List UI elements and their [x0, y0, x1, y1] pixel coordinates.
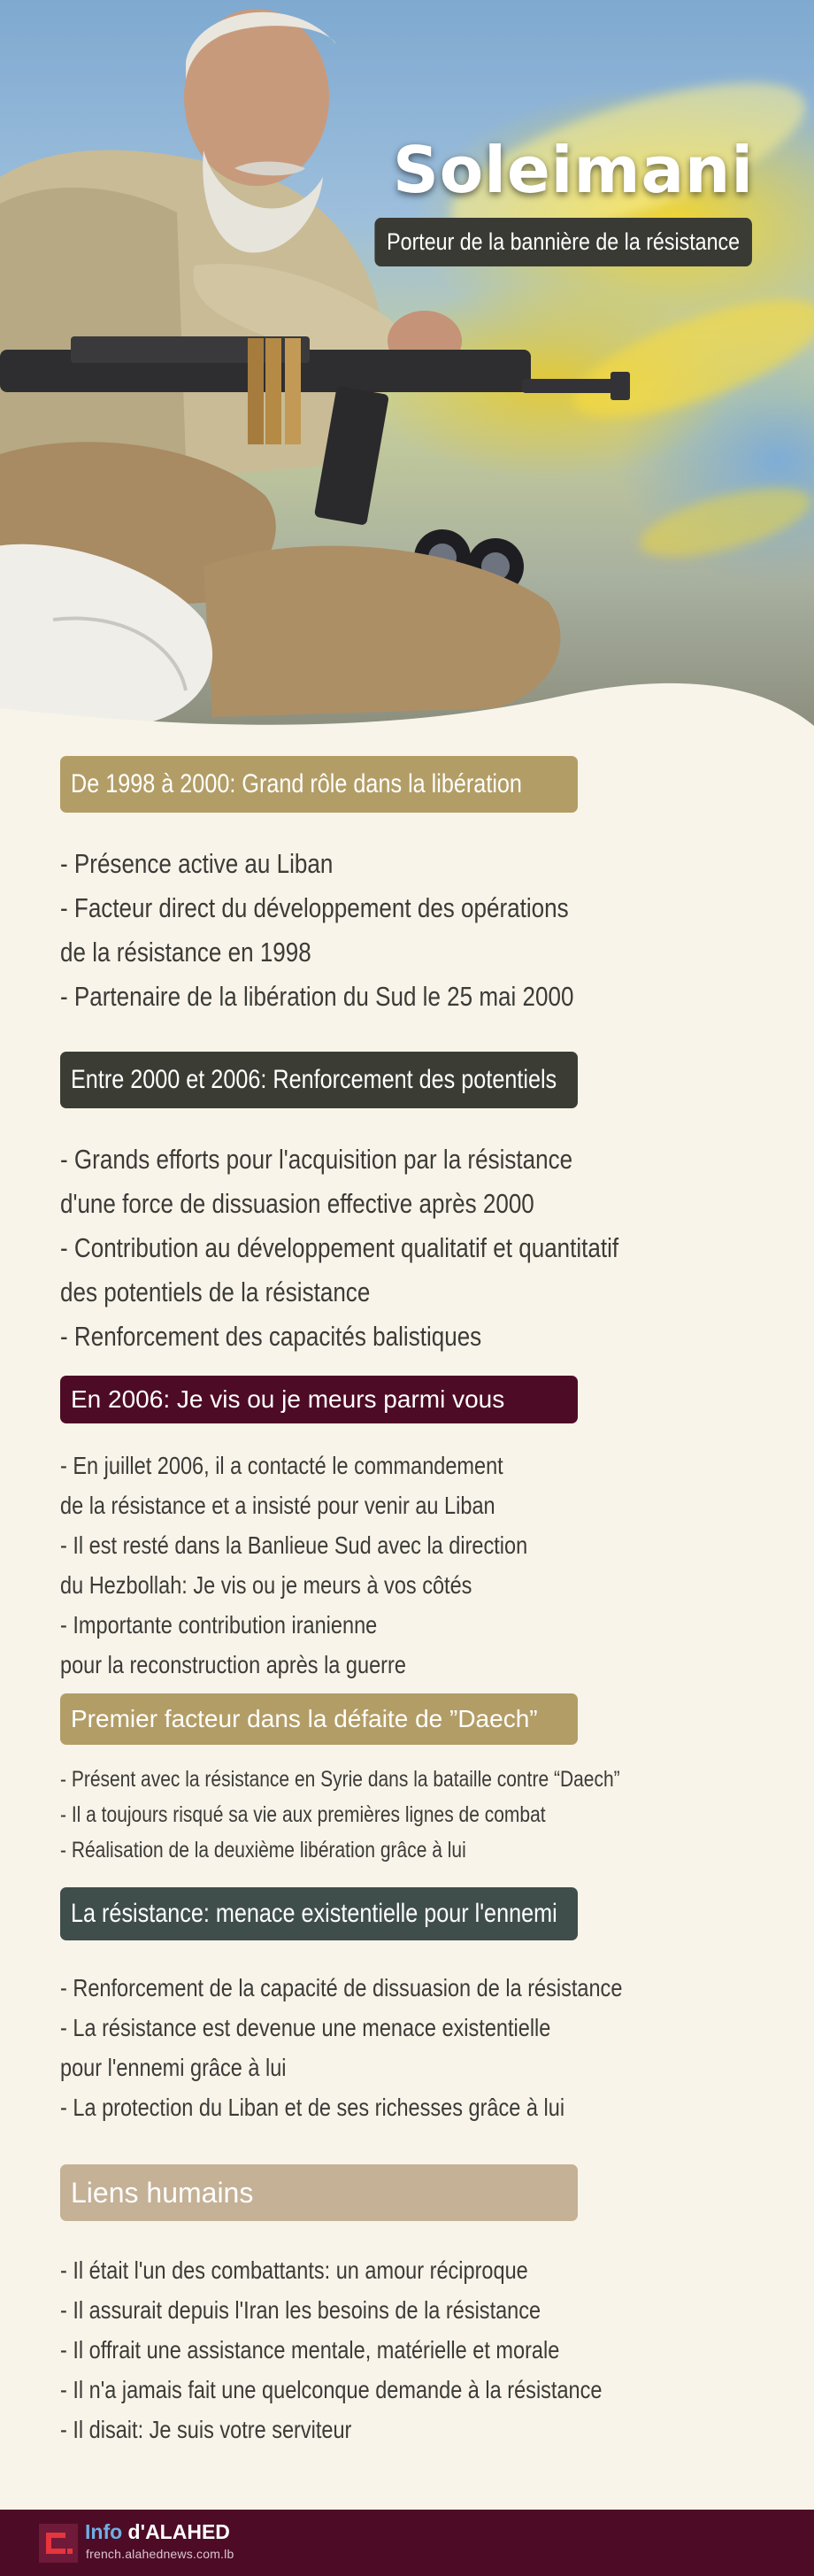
- hero-banner: [0, 0, 814, 726]
- footer-bar: [0, 2510, 814, 2576]
- section-line: - Partenaire de la libération du Sud le 25 mai 2000: [60, 981, 574, 1012]
- section-2006: [60, 1376, 768, 1685]
- section-heading: De 1998 à 2000: Grand rôle dans la libération: [60, 756, 578, 813]
- section-line: - Présent avec la résistance en Syrie dans la bataille contre “Daech”: [60, 1767, 620, 1792]
- section-heading: Entre 2000 et 2006: Renforcement des potentiels: [60, 1052, 578, 1108]
- section-heading: Premier facteur dans la défaite de ”Daech”: [60, 1693, 578, 1745]
- section-line: - Renforcement des capacités balistiques: [60, 1321, 482, 1352]
- section-line: d'une force de dissuasion effective après 2000: [60, 1188, 534, 1219]
- brand-name-text: d'ALAHED: [127, 2520, 230, 2543]
- section-heading: Liens humains: [60, 2164, 578, 2221]
- soldier-portrait-image: [0, 0, 637, 726]
- section-line: - En juillet 2006, il a contacté le commandement: [60, 1452, 503, 1479]
- section-line: - Importante contribution iranienne: [60, 1611, 378, 1639]
- section-line: - Il est resté dans la Banlieue Sud avec la direction: [60, 1531, 528, 1559]
- section-potentials: [60, 1052, 768, 1359]
- section-body: [60, 1762, 768, 1868]
- footer-brand[interactable]: [85, 2520, 230, 2544]
- section-line: pour la reconstruction après la guerre: [60, 1651, 406, 1678]
- section-line: - Contribution au développement qualitatif et quantitatif: [60, 1232, 619, 1263]
- hero-title: Soleimani: [392, 133, 754, 207]
- hero-wave-divider: [0, 673, 814, 726]
- section-line: - Il disait: Je suis votre serviteur: [60, 2416, 352, 2443]
- section-body: [60, 1138, 768, 1359]
- section-line: - La résistance est devenue une menace existentielle: [60, 2014, 551, 2041]
- section-line: - Présence active au Liban: [60, 848, 334, 879]
- section-heading: La résistance: menace existentielle pour l'ennemi: [60, 1887, 578, 1940]
- section-heading: En 2006: Je vis ou je meurs parmi vous: [60, 1376, 578, 1423]
- section-line: des potentiels de la résistance: [60, 1276, 371, 1307]
- section-line: de la résistance en 1998: [60, 937, 311, 968]
- alahed-logo-icon: [39, 2524, 78, 2563]
- section-line: - Grands efforts pour l'acquisition par la résistance: [60, 1144, 573, 1175]
- section-line: pour l'ennemi grâce à lui: [60, 2054, 287, 2081]
- section-body: [60, 1968, 768, 2127]
- section-liberation: [60, 756, 768, 1019]
- section-line: - La protection du Liban et de ses richesses grâce à lui: [60, 2094, 565, 2121]
- section-line: de la résistance et a insisté pour venir au Liban: [60, 1492, 495, 1519]
- section-existential-threat: [60, 1887, 768, 2127]
- footer-url-link[interactable]: french.alahednews.com.lb: [86, 2547, 234, 2561]
- section-line: - Réalisation de la deuxième libération grâce à lui: [60, 1838, 466, 1863]
- section-line: - Il n'a jamais fait une quelconque demande à la résistance: [60, 2376, 603, 2403]
- section-line: - Il assurait depuis l'Iran les besoins de la résistance: [60, 2296, 541, 2324]
- brand-info-text: Info: [85, 2520, 123, 2543]
- section-line: - Facteur direct du développement des opérations: [60, 892, 569, 923]
- section-line: - Il a toujours risqué sa vie aux premières lignes de combat: [60, 1802, 546, 1827]
- hero-subtitle: Porteur de la bannière de la résistance: [375, 218, 752, 266]
- section-human-ties: [60, 2164, 768, 2449]
- section-body: [60, 842, 768, 1019]
- section-line: - Renforcement de la capacité de dissuasion de la résistance: [60, 1974, 623, 2001]
- section-body: [60, 2250, 768, 2449]
- section-line: du Hezbollah: Je vis ou je meurs à vos côtés: [60, 1571, 472, 1599]
- section-line: - Il offrait une assistance mentale, matérielle et morale: [60, 2336, 560, 2364]
- section-body: [60, 1446, 768, 1685]
- section-daech: [60, 1693, 768, 1868]
- section-line: - Il était l'un des combattants: un amour réciproque: [60, 2256, 528, 2284]
